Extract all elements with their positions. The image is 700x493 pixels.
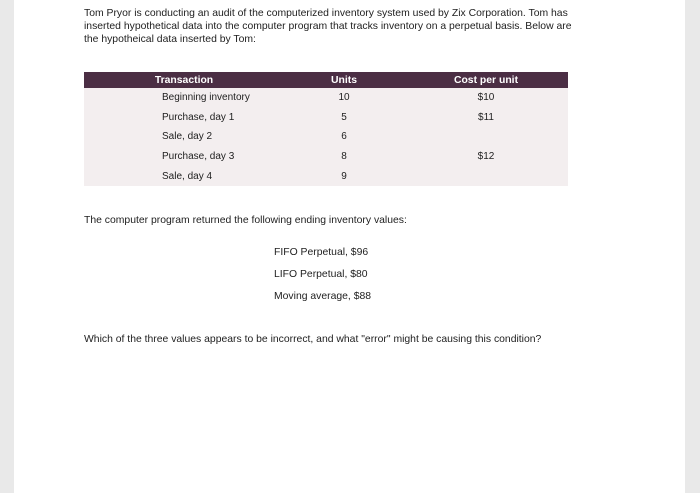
cell-units: 6 xyxy=(341,131,347,143)
cell-units: 9 xyxy=(341,170,347,182)
cell-transaction: Beginning inventory xyxy=(162,92,250,104)
value-moving-average: Moving average, $88 xyxy=(274,291,372,302)
value-lifo: LIFO Perpetual, $80 xyxy=(274,269,368,280)
inventory-table xyxy=(84,72,568,186)
table-row xyxy=(84,108,568,128)
cell-cost: $10 xyxy=(477,92,495,104)
cell-units: 8 xyxy=(341,151,347,163)
header-units: Units xyxy=(331,75,357,86)
table-row xyxy=(84,88,568,108)
cell-transaction: Sale, day 4 xyxy=(162,170,213,182)
inventory-values-list xyxy=(274,246,371,312)
cell-cost xyxy=(404,166,568,186)
cell-transaction: Purchase, day 3 xyxy=(162,151,235,163)
cell-cost: $11 xyxy=(478,111,494,123)
table-row xyxy=(84,166,568,186)
header-cost-per-unit: Cost per unit xyxy=(453,75,519,86)
table-header-row xyxy=(84,72,568,88)
cell-units: 10 xyxy=(338,92,350,104)
question-paragraph: Which of the three values appears to be incorrect, and what "error" might be causing this condition? xyxy=(84,334,542,345)
cell-cost: $12 xyxy=(477,151,495,163)
cell-transaction: Purchase, day 1 xyxy=(162,111,235,123)
cell-cost xyxy=(404,127,568,147)
header-transaction: Transaction xyxy=(154,75,214,86)
returned-values-sentence: The computer program returned the following ending inventory values: xyxy=(84,215,407,226)
cell-transaction: Sale, day 2 xyxy=(162,131,213,143)
table-row xyxy=(84,127,568,147)
cell-units: 5 xyxy=(341,111,347,123)
table-row xyxy=(84,147,568,167)
intro-paragraph: Tom Pryor is conducting an audit of the computerized inventory system used by Zix Corporation. Tom has inserted hypothetical data into the computer program that tracks inventory on a perpetual basis. Below are the hypotheical data inserted by Tom: xyxy=(84,8,572,45)
value-fifo: FIFO Perpetual, $96 xyxy=(274,247,369,258)
document-page xyxy=(14,0,685,493)
